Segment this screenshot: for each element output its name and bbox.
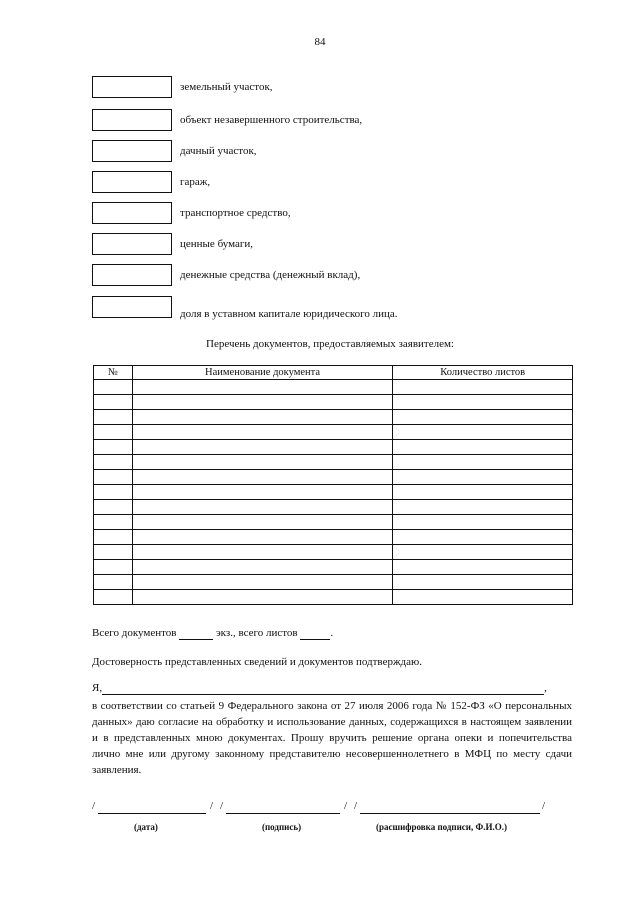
signature-row [92,800,552,816]
table-cell[interactable] [94,530,133,545]
table-cell[interactable] [94,590,133,605]
totals-suffix: . [330,627,334,639]
table-cell[interactable] [94,545,133,560]
checkbox-row-garage[interactable] [92,171,562,195]
page-number: 84 [314,36,326,48]
table-cell[interactable] [132,500,393,515]
slash-mark: / [220,800,224,812]
table-cell[interactable] [393,485,573,500]
signature-decoding-caption: (расшифровка подписи, Ф.И.О.) [376,822,507,832]
checkbox-vehicle[interactable] [92,202,172,224]
table-cell[interactable] [393,455,573,470]
table-cell[interactable] [132,410,393,425]
table-cell[interactable] [94,395,133,410]
table-cell[interactable] [132,440,393,455]
documents-table [93,365,573,605]
slash-mark: / [210,800,214,812]
table-cell[interactable] [94,485,133,500]
checkbox-row-securities[interactable] [92,233,562,257]
table-row [94,485,573,500]
consent-prefix: Я, [92,682,103,694]
checkbox-securities[interactable] [92,233,172,255]
checkbox-money[interactable] [92,264,172,286]
table-row [94,380,573,395]
slash-mark: / [344,800,348,812]
date-caption: (дата) [134,822,158,832]
documents-list-title: Перечень документов, предоставляемых заявителем: [206,338,454,350]
table-cell[interactable] [94,575,133,590]
checkbox-garage[interactable] [92,171,172,193]
table-cell[interactable] [94,455,133,470]
checkbox-row-vehicle[interactable] [92,202,562,226]
table-cell[interactable] [132,485,393,500]
applicant-name-field[interactable] [102,682,544,695]
table-cell[interactable] [393,560,573,575]
table-row [94,470,573,485]
table-cell[interactable] [393,440,573,455]
table-cell[interactable] [132,590,393,605]
table-cell[interactable] [132,545,393,560]
table-cell[interactable] [132,530,393,545]
column-header-sheet-count: Количество листов [393,366,573,380]
checkbox-label-capital-share: доля в уставном капитале юридического лица. [180,308,398,320]
table-cell[interactable] [94,440,133,455]
table-cell[interactable] [132,575,393,590]
table-cell[interactable] [94,380,133,395]
checkbox-row-capital-share[interactable] [92,296,562,320]
table-cell[interactable] [393,590,573,605]
column-header-number: № [94,366,133,380]
table-cell[interactable] [132,395,393,410]
table-cell[interactable] [393,470,573,485]
table-cell[interactable] [132,515,393,530]
table-row [94,590,573,605]
table-cell[interactable] [393,380,573,395]
slash-mark: / [354,800,358,812]
consent-name-line [92,682,572,695]
table-row [94,575,573,590]
table-cell[interactable] [94,500,133,515]
table-cell[interactable] [132,560,393,575]
slash-mark: / [542,800,546,812]
table-row [94,515,573,530]
checkbox-label-garage: гараж, [180,176,211,188]
table-cell[interactable] [393,515,573,530]
checkbox-row-dacha[interactable] [92,140,562,164]
totals-line [92,627,333,640]
table-cell[interactable] [94,410,133,425]
table-cell[interactable] [132,470,393,485]
consent-end-mark: , [544,682,547,694]
confirmation-text: Достоверность представленных сведений и документов подтверждаю. [92,656,422,668]
table-row [94,545,573,560]
table-row [94,455,573,470]
table-cell[interactable] [393,530,573,545]
checkbox-land[interactable] [92,76,172,98]
table-cell[interactable] [393,575,573,590]
table-cell[interactable] [132,425,393,440]
checkbox-label-money: денежные средства (денежный вклад), [180,269,361,281]
table-cell[interactable] [393,395,573,410]
slash-mark: / [92,800,96,812]
totals-prefix: Всего документов [92,627,177,639]
table-cell[interactable] [393,425,573,440]
table-header-row [94,366,573,380]
table-cell[interactable] [94,425,133,440]
checkbox-dacha[interactable] [92,140,172,162]
table-cell[interactable] [393,410,573,425]
table-row [94,395,573,410]
table-row [94,500,573,515]
column-header-document-name: Наименование документа [132,366,393,380]
table-cell[interactable] [132,380,393,395]
total-copies-field[interactable] [179,627,213,640]
table-cell[interactable] [94,470,133,485]
totals-middle: экз., всего листов [215,627,298,639]
table-row [94,425,573,440]
checkbox-label-dacha: дачный участок, [180,145,257,157]
checkbox-label-vehicle: транспортное средство, [180,207,291,219]
checkbox-row-land[interactable] [92,76,562,100]
table-row [94,410,573,425]
checkbox-unfinished-construction[interactable] [92,109,172,131]
checkbox-label-land: земельный участок, [180,81,273,93]
checkbox-row-unfinished-construction[interactable] [92,109,562,133]
checkbox-row-money[interactable] [92,264,562,288]
checkbox-label-securities: ценные бумаги, [180,238,254,250]
table-row [94,560,573,575]
table-cell[interactable] [94,515,133,530]
checkbox-capital-share[interactable] [92,296,172,318]
date-field[interactable] [98,813,206,814]
signature-caption: (подпись) [262,822,302,832]
table-cell[interactable] [94,560,133,575]
consent-paragraph: в соответствии со статьей 9 Федерального закона от 27 июля 2006 года № 152-ФЗ «О персональных данных» даю согласие на обработку и использование данных, содержащихся в настоящем заявлении и в представленных мною документах. Прошу вручить решение органа опеки и попечительства лично мне или другому законному представителю несовершеннолетнего в МФЦ по месту сдачи заявления. [92,700,572,776]
table-cell[interactable] [393,500,573,515]
total-sheets-field[interactable] [300,627,330,640]
checkbox-label-unfinished-construction: объект незавершенного строительства, [180,114,363,126]
table-row [94,530,573,545]
signature-decoding-field[interactable] [360,813,540,814]
table-row [94,440,573,455]
signature-field[interactable] [226,813,340,814]
table-cell[interactable] [393,545,573,560]
table-cell[interactable] [132,455,393,470]
